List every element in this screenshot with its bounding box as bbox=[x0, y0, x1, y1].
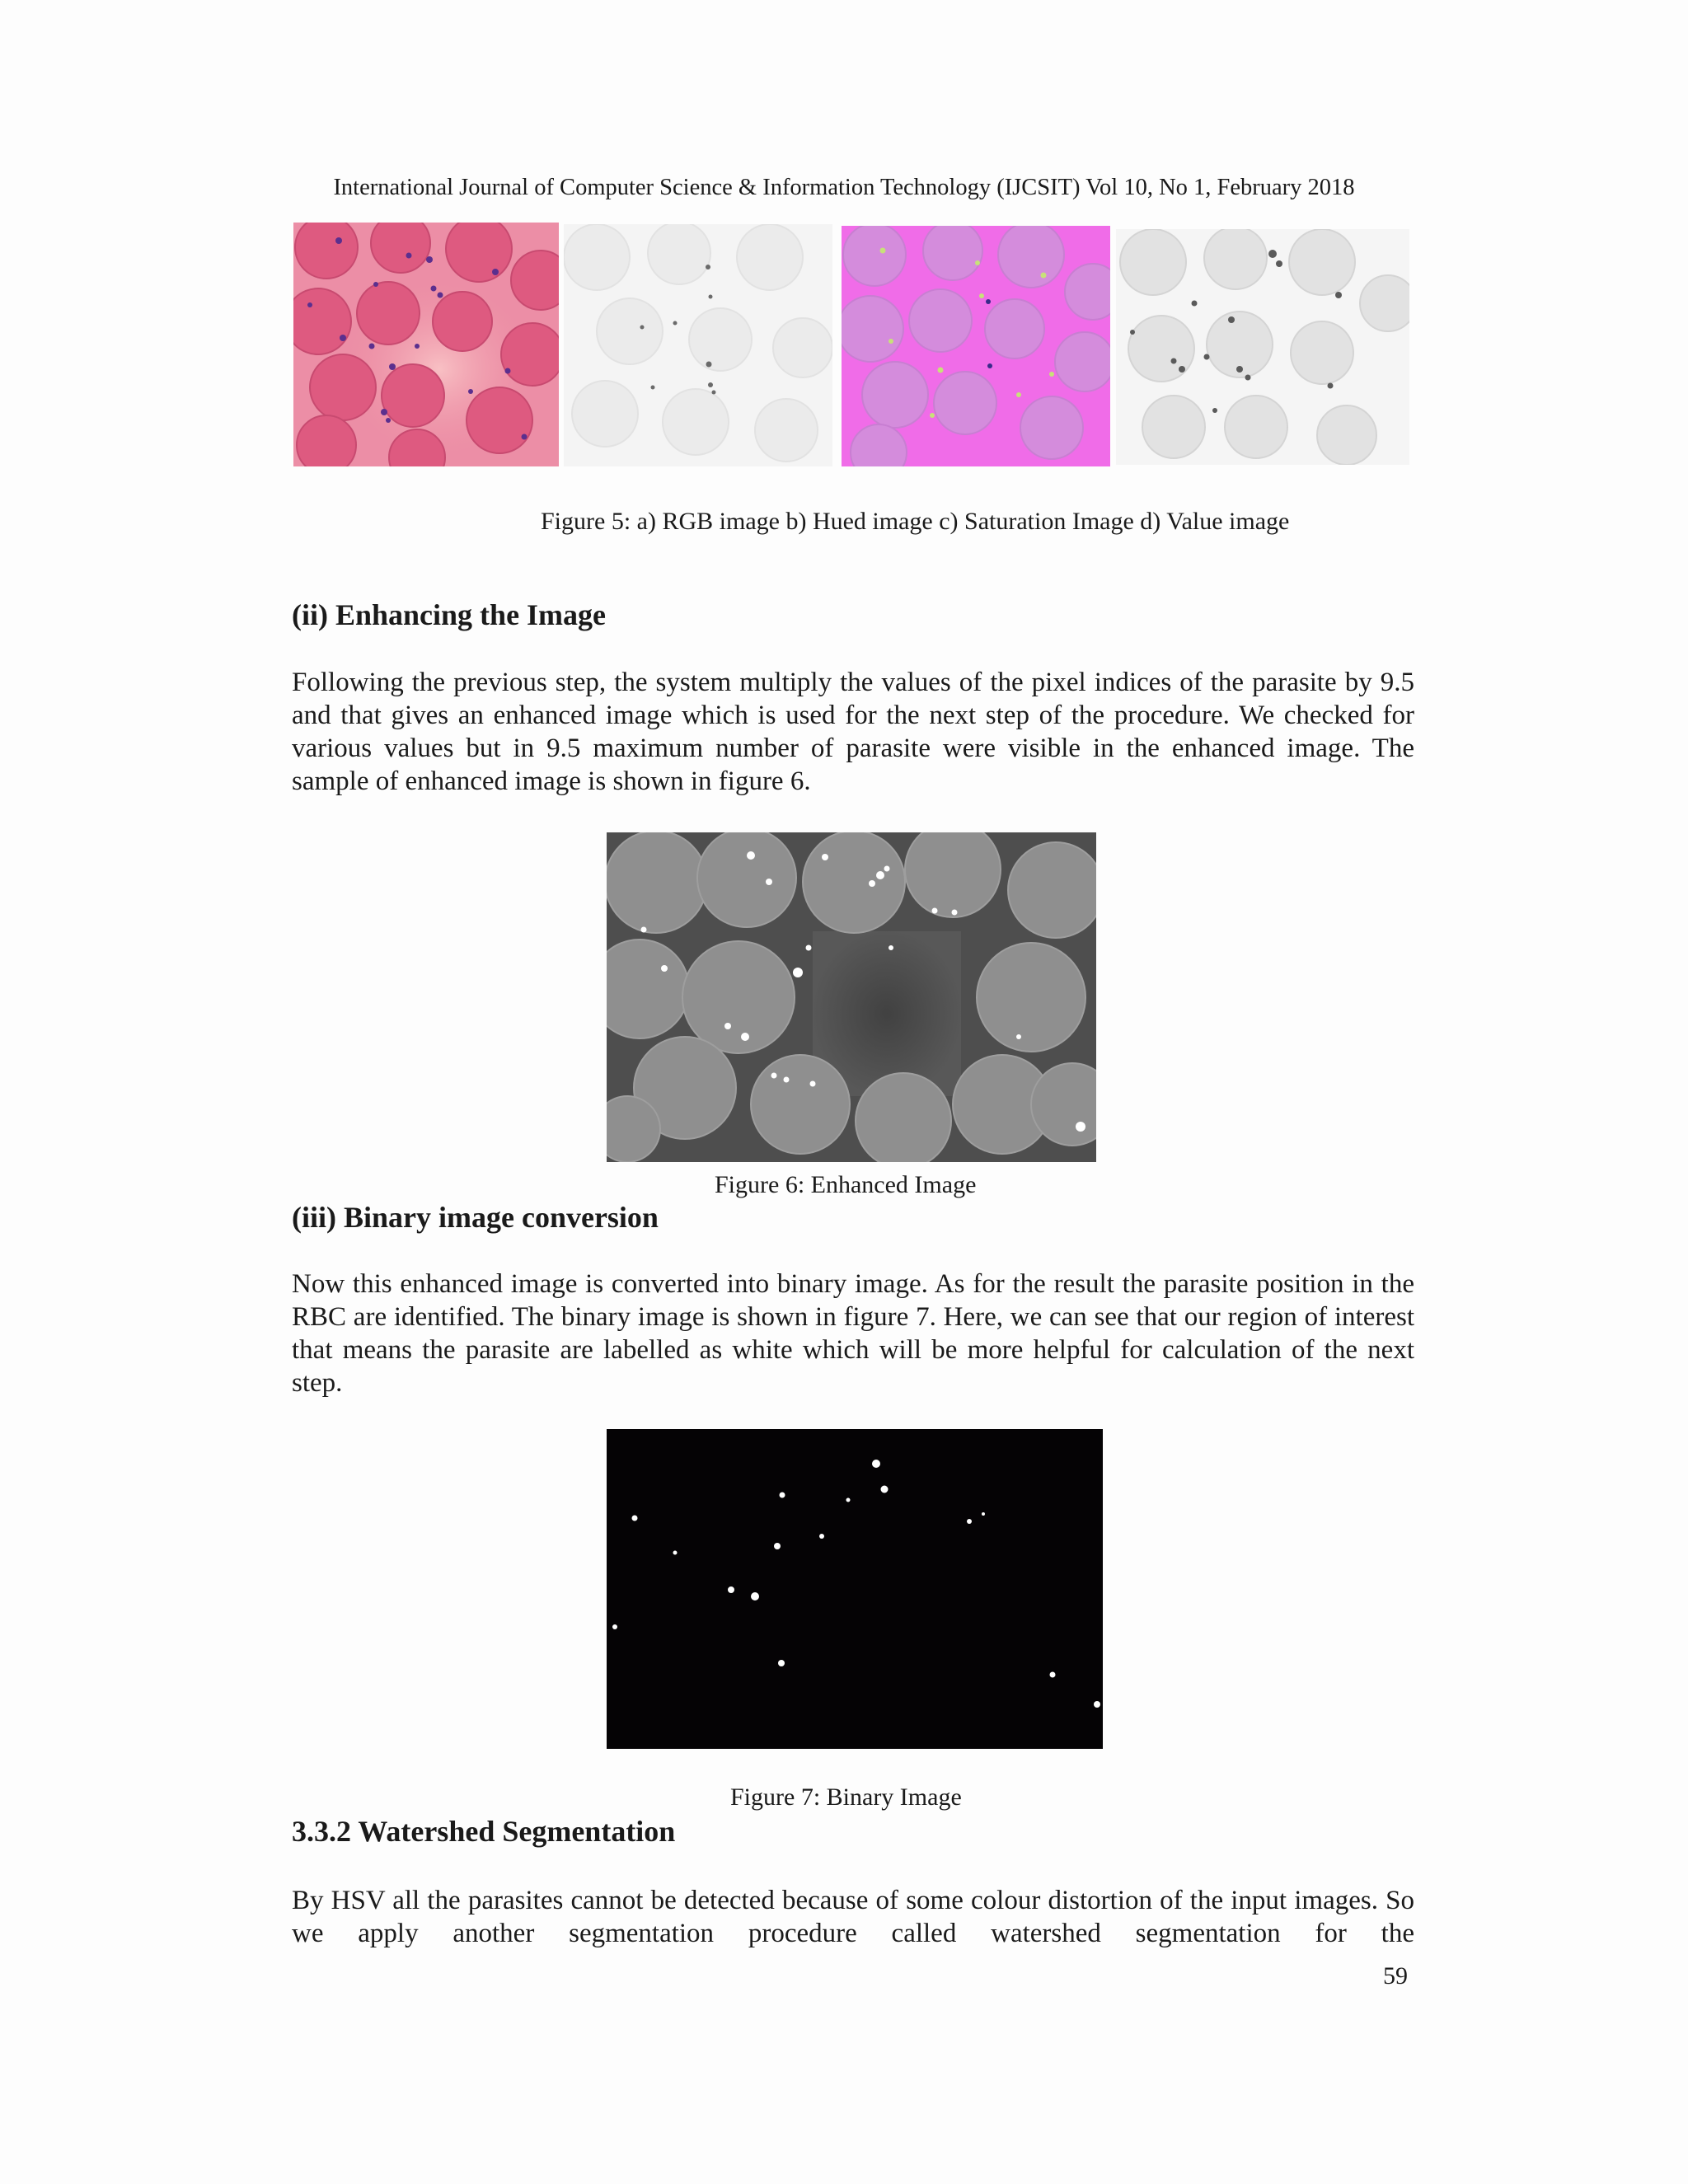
figure-5a-rgb-image bbox=[293, 223, 559, 466]
figure-6-enhanced-image bbox=[607, 832, 1096, 1162]
page-number: 59 bbox=[1383, 1962, 1408, 1990]
paragraph-enhancing: Following the previous step, the system multiply the values of the pixel indices of the parasite by 9.5 and that gives an enhanced image which is used for the next step of the procedure. We checked for various values but in 9.5 maximum number of parasite were visible in the enhanced image. The sample of enhanced image is shown in figure 6. bbox=[292, 668, 1414, 796]
figure-5d-value-image bbox=[1116, 229, 1409, 465]
section-heading-binary: (iii) Binary image conversion bbox=[292, 1201, 659, 1234]
figure-5c-saturation-image bbox=[842, 226, 1110, 466]
section-heading-watershed: 3.3.2 Watershed Segmentation bbox=[292, 1815, 676, 1848]
paragraph-binary: Now this enhanced image is converted into binary image. As for the result the parasite position in the RBC are identified. The binary image is shown in figure 7. Here, we can see that our region of interest that means the parasite are labelled as white which will be more helpful for calculation of the next step. bbox=[292, 1269, 1414, 1398]
figure-5-caption: Figure 5: a) RGB image b) Hued image c) Saturation Image d) Value image bbox=[541, 508, 1290, 535]
figure-7-caption: Figure 7: Binary Image bbox=[730, 1783, 962, 1811]
figure-5b-hued-image bbox=[564, 224, 832, 466]
journal-header: International Journal of Computer Science & Information Technology (IJCSIT) Vol 10, No 1, February 2018 bbox=[333, 175, 1355, 200]
section-heading-enhancing: (ii) Enhancing the Image bbox=[292, 598, 607, 631]
figure-6-caption: Figure 6: Enhanced Image bbox=[715, 1171, 977, 1198]
paragraph-watershed: By HSV all the parasites cannot be detected because of some colour distortion of the input images. So we apply another segmentation procedure called watershed segmentation for the bbox=[292, 1886, 1414, 1948]
figure-7-binary-image bbox=[607, 1429, 1103, 1749]
